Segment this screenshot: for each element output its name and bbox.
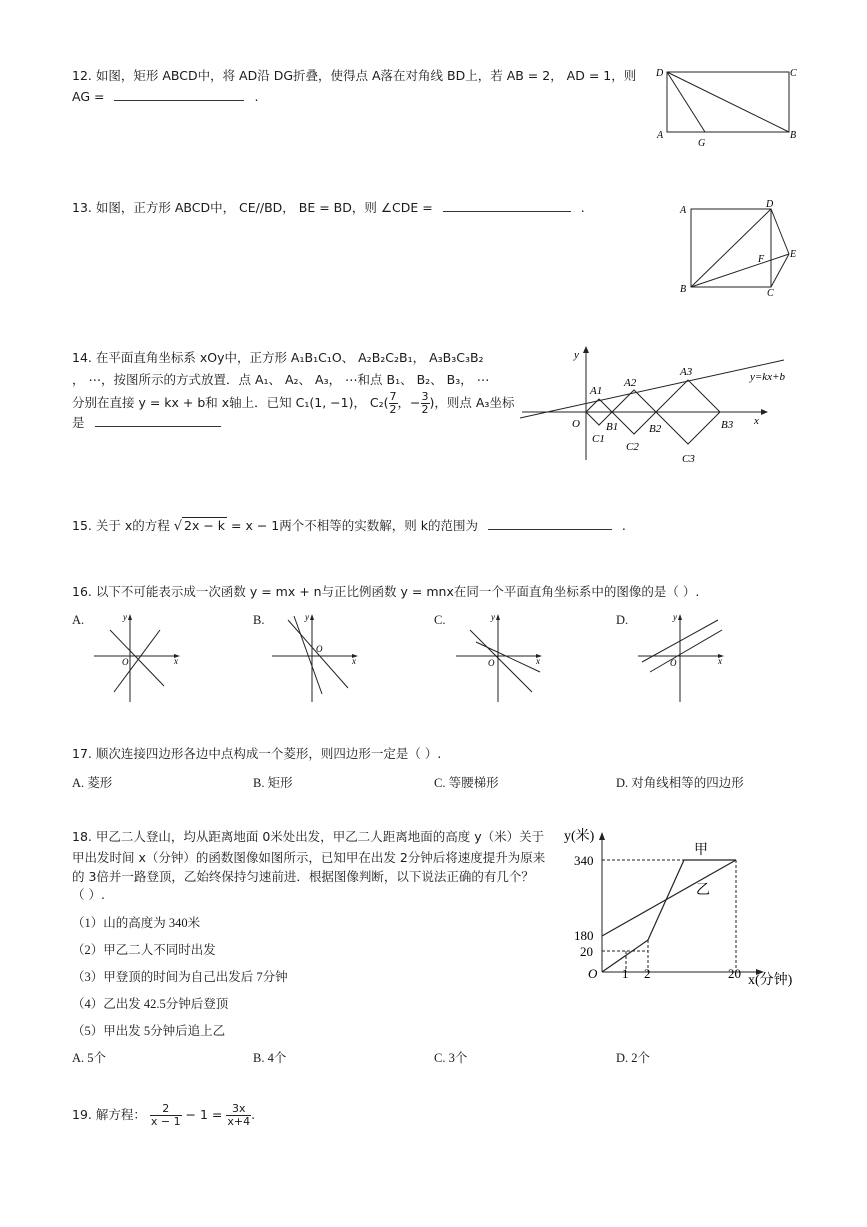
q12-rectangle-figure	[650, 62, 805, 150]
svg-text:x: x	[536, 656, 540, 666]
q14-line3-c: )，则点 A₃坐标	[429, 395, 515, 410]
label-A: A	[657, 130, 664, 141]
q17-option-a[interactable]: A. 菱形	[72, 776, 113, 790]
q14-coordinate-figure	[516, 342, 806, 472]
x-axis-label: x(分钟)	[748, 973, 793, 988]
q18-statement-5: （5）甲出发 5分钟后追上乙	[72, 1024, 226, 1038]
x-tick-2: 2	[644, 966, 651, 981]
label-F: F	[758, 254, 765, 265]
sqrt-sign-icon: √	[173, 519, 183, 534]
q13-answer-blank[interactable]	[443, 199, 571, 212]
label-A2: A2	[624, 377, 637, 389]
q18-statement-4: （4）乙出发 42.5分钟后登顶	[72, 997, 229, 1011]
q19-prefix: 19. 解方程：	[72, 1107, 146, 1122]
q14-line4-label: 是	[72, 415, 85, 430]
q17-option-c[interactable]: C. 等腰梯形	[434, 776, 499, 790]
q13-text: 13. 如图，正方形 ABCD中， CE//BD， BE = BD，则 ∠CDE =	[72, 200, 433, 215]
q14-answer-blank[interactable]	[95, 414, 221, 427]
q14-line1: 14. 在平面直角坐标系 xOy中，正方形 A₁B₁C₁O、 A₂B₂C₂B₁， A₃B₃C₃B₂	[72, 350, 484, 365]
label-x: x	[754, 415, 759, 427]
label-D: D	[766, 199, 774, 210]
q16-graph-c	[452, 610, 552, 705]
label-B2: B2	[649, 423, 662, 435]
q14-line3	[72, 390, 514, 416]
svg-text:x: x	[352, 656, 356, 666]
q18-statement-1: （1）山的高度为 340米	[72, 916, 201, 930]
q19-question	[72, 1100, 255, 1130]
series-jia-label: 甲	[694, 843, 708, 858]
q18-option-c[interactable]: C. 3个	[434, 1051, 468, 1065]
svg-text:O: O	[670, 658, 677, 668]
label-line-eq: y=kx+b	[750, 371, 785, 383]
svg-text:y: y	[123, 612, 127, 622]
y-tick-180: 180	[574, 928, 594, 943]
label-C3: C3	[682, 453, 695, 465]
q15-prefix: 15. 关于 x的方程	[72, 518, 170, 533]
label-A1: A1	[590, 385, 603, 397]
label-B: B	[680, 284, 687, 295]
q16-graph-d	[634, 610, 734, 705]
svg-text:O: O	[122, 657, 129, 667]
label-B3: B3	[721, 419, 734, 431]
q18-statement-3: （3）甲登顶的时间为自己出发后 7分钟	[72, 970, 288, 984]
q14-frac-3-2: $\frac{3}{2}$	[421, 390, 429, 416]
q19-frac-left: $\frac{2}{x - 1}$	[150, 1102, 181, 1128]
q18-option-b[interactable]: B. 4个	[253, 1051, 287, 1065]
q15-radicand: 2x − k	[184, 518, 226, 533]
label-D: D	[656, 68, 664, 79]
q14-frac-7-2: $\frac{7}{2}$	[389, 390, 397, 416]
q14-line4	[72, 414, 221, 432]
q14-line2: ， ⋯，按图所示的方式放置．点 A₁、 A₂、 A₃， ⋯和点 B₁、 B₂、 B₃， ⋯	[72, 372, 490, 387]
label-C2: C2	[626, 441, 639, 453]
q17-option-d[interactable]: D. 对角线相等的四边形	[616, 776, 744, 790]
q16-question: 16. 以下不可能表示成一次函数 y = mx + n与正比例函数 y = mnx在同一个平面直角坐标系中的图像的是（ ）.	[72, 584, 700, 599]
svg-text:O: O	[316, 644, 323, 654]
series-yi-label: 乙	[696, 883, 710, 898]
x-tick-20: 20	[728, 966, 741, 981]
label-y: y	[574, 349, 579, 361]
q17-question: 17. 顺次连接四边形各边中点构成一个菱形，则四边形一定是（ ）.	[72, 746, 442, 761]
label-A: A	[680, 205, 687, 216]
q18-line1: 18. 甲乙二人登山，均从距离地面 0米处出发，甲乙二人距离地面的高度 y（米）关于	[72, 829, 545, 844]
label-B: B	[790, 130, 797, 141]
svg-text:y: y	[305, 612, 309, 622]
y-axis-label: y(米)	[564, 829, 595, 844]
q12-ag-label: AG =	[72, 89, 105, 104]
svg-text:x: x	[174, 656, 178, 666]
q14-line3-b: ，−	[397, 395, 421, 410]
q13-question	[72, 199, 585, 217]
q16-option-a[interactable]: A.	[72, 613, 85, 627]
svg-text:O: O	[488, 658, 495, 668]
q12-line1: 12. 如图，矩形 ABCD中，将 AD沿 DG折叠，使得点 A落在对角线 BD上，若 AB = 2， AD = 1，则	[72, 68, 637, 83]
label-E: E	[790, 249, 797, 260]
q18-option-d[interactable]: D. 2个	[616, 1051, 651, 1065]
q16-option-b[interactable]: B.	[253, 613, 265, 627]
q18-line4: （ ）.	[72, 887, 105, 902]
q12-line2	[72, 88, 258, 106]
q16-option-c[interactable]: C.	[434, 613, 446, 627]
q15-middle: = x − 1两个不相等的实数解，则 k的范围为	[231, 518, 478, 533]
svg-text:x: x	[718, 656, 722, 666]
label-C1: C1	[592, 433, 605, 445]
q18-statement-2: （2）甲乙二人不同时出发	[72, 943, 216, 957]
label-O: O	[572, 418, 580, 430]
q14-line3-a: 分别在直接 y = kx + b和 x轴上．已知 C₁(1, −1)， C₂(	[72, 395, 389, 410]
x-tick-1: 1	[622, 966, 629, 981]
y-tick-20: 20	[580, 944, 593, 959]
q18-option-a[interactable]: A. 5个	[72, 1051, 107, 1065]
q16-graph-a	[90, 610, 190, 705]
label-A3: A3	[680, 366, 693, 378]
q18-line3: 的 3倍并一路登顶，乙始终保持匀速前进．根据图像判断，以下说法正确的有几个？	[72, 869, 534, 884]
svg-text:y: y	[491, 612, 495, 622]
label-B1: B1	[606, 421, 619, 433]
q19-frac-right: $\frac{3x}{x+4}$	[227, 1102, 251, 1128]
q16-graph-b	[268, 610, 368, 705]
y-tick-340: 340	[574, 853, 594, 868]
label-G: G	[698, 138, 706, 149]
q12-suffix: .	[254, 89, 259, 104]
q16-option-d[interactable]: D.	[616, 613, 629, 627]
label-C: C	[790, 68, 797, 79]
origin-label: O	[588, 966, 598, 981]
q18-line2: 甲出发时间 x（分钟）的函数图像如图所示，已知甲在出发 2分钟后将速度提升为原来	[72, 850, 546, 865]
q18-graph	[560, 822, 810, 992]
q19-suffix: .	[251, 1107, 256, 1122]
svg-text:y: y	[673, 612, 677, 622]
q15-suffix: .	[621, 518, 626, 533]
q13-suffix: .	[580, 200, 585, 215]
q15-question	[72, 517, 626, 536]
label-C: C	[767, 288, 774, 296]
q12-answer-blank[interactable]	[114, 88, 244, 101]
q13-square-figure	[676, 196, 806, 296]
q15-answer-blank[interactable]	[488, 517, 612, 530]
q19-middle: − 1 =	[185, 1107, 223, 1122]
q17-option-b[interactable]: B. 矩形	[253, 776, 293, 790]
